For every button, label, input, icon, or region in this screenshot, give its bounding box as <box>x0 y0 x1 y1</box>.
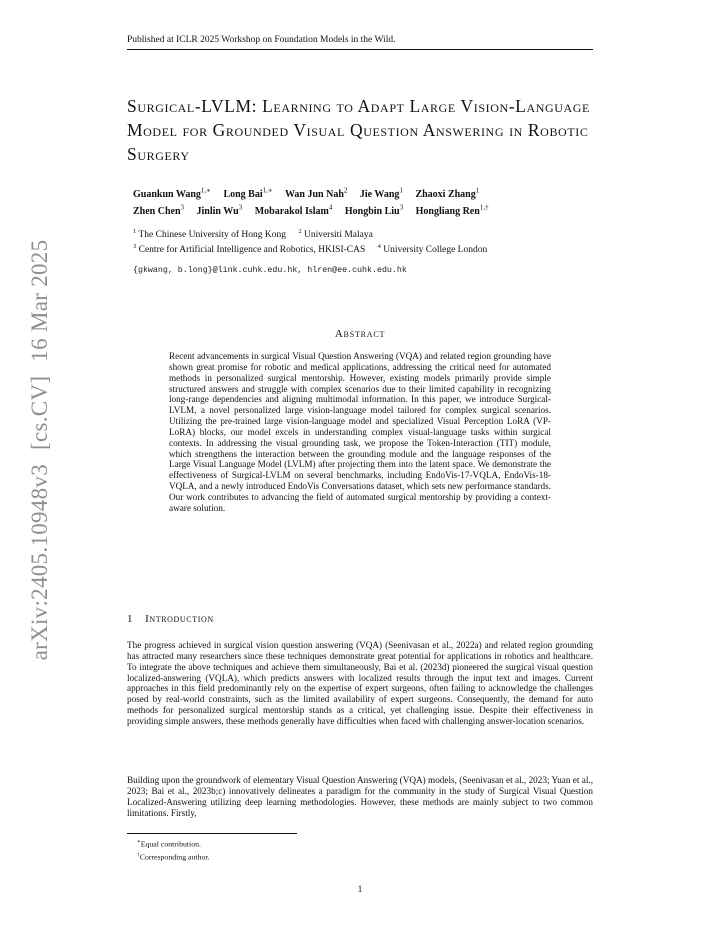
affiliation: University College London <box>383 245 488 256</box>
arxiv-date: 16 Mar 2025 <box>27 239 52 362</box>
author: Guankun Wang$^{1,∗}$ <box>133 187 211 201</box>
page-number: 1 <box>357 885 363 895</box>
running-header: Published at ICLR 2025 Workshop on Foundation Models in the Wild. <box>127 35 593 50</box>
author: Jie Wang$^1$ <box>359 187 403 201</box>
author-row-2 <box>133 202 603 219</box>
body-paragraph-1: The progress achieved in surgical vision question answering (VQA) (Seenivasan et al., 2022a) and related region grounding has attracted many researchers since these techniques demonstrate great potential for applications in robotics and healthcare. To integrate the above techniques and achieve them simultaneously, Bai et al. (2023d) pioneered the surgical visual question localized-answering (VQLA), which predicts answers with localized results through the input text and images. Current approaches in this field predominantly rely on the expertise of expert surgeons, often failing to acknowledge the challenges posed by real-world constraints, such as the limited availability of expert surgeons. Consequently, the demand for auto methods for personalized surgical mentorship stands as a critical, yet challenging issue. Despite their effectiveness in providing simple answers, these methods generally have difficulties when faced with challenging answer-location scenarios. <box>127 640 593 726</box>
author: Jinlin Wu$^3$ <box>196 203 243 218</box>
author: Mobarakol Islam$^4$ <box>254 203 333 218</box>
author: Hongliang Ren$^{1,\dagger}$ <box>415 203 489 218</box>
affiliation: The Chinese University of Hong Kong <box>138 230 286 241</box>
arxiv-category: [cs.CV] <box>27 375 52 450</box>
body-paragraph-2: Building upon the groundwork of elementary Visual Question Answering (VQA) models, (Seenivasan et al., 2023; Yuan et al., 2023; Bai et al., 2023b;c) innovatively delineates a paradigm for the community in the study of Surgical Visual Question Localized-Answering utilizing deep learning methodologies. However, these methods are mainly subject to two common limitations. Firstly, <box>127 775 593 818</box>
author: Long Bai$^{1,∗}$ <box>223 187 273 201</box>
author: Zhaoxi Zhang$^1$ <box>415 187 480 201</box>
arxiv-id: arXiv:2405.10948v3 <box>27 463 52 661</box>
footnotes <box>137 837 557 863</box>
author: Zhen Chen$^3$ <box>133 203 185 218</box>
affiliation-row-2: $^3$ Centre for Artificial Intelligence and Robotics, HKISI-CAS $^4$ University College London <box>133 243 488 256</box>
author-emails: {gkwang, b.long}@link.cuhk.edu.hk, hlren@ee.cuhk.edu.hk <box>133 266 407 275</box>
author: Hongbin Liu$^3$ <box>344 203 404 218</box>
paper-title: Surgical-LVLM: Learning to Adapt Large Vision-Language Model for Grounded Visual Question Answering in Robotic Surgery <box>127 96 590 164</box>
affiliation: Universiti Malaya <box>303 230 373 241</box>
section-heading <box>127 613 593 625</box>
abstract-text: Recent advancements in surgical Visual Question Answering (VQA) and related region grounding have shown great promise for robotic and medical applications, addressing the critical need for automated methods in personalized surgical mentorship. However, existing models primarily provide simple structured answers and struggle with complex scenarios due to their limited capability in recognizing long-range dependencies and aligning multimodal information. In this paper, we introduce Surgical-LVLM, a novel personalized large vision-language model tailored for complex surgical scenarios. Utilizing the pre-trained large vision-language model and specialized Visual Perception LoRA (VP-LoRA) blocks, our model excels in understanding complex visual-language tasks within surgical contexts. In addressing the visual grounding task, we propose the Token-Interaction (TIT) module, which strengthens the interaction between the grounding module and the language responses of the Large Visual Language Model (LVLM) after projecting them into the latent space. We demonstrate the effectiveness of Surgical-LVLM on several benchmarks, including EndoVis-17-VQLA, EndoVis-18-VQLA, and a newly introduced EndoVis Conversations dataset, which sets new performance standards. Our work contributes to advancing the field of automated surgical mentorship by providing a context-aware solution. <box>169 351 551 513</box>
footnote-rule <box>127 833 297 834</box>
section-title: Introduction <box>145 613 214 625</box>
author-list <box>133 185 603 219</box>
arxiv-stamp <box>27 240 53 661</box>
affiliation: Centre for Artificial Intelligence and Robotics, HKISI-CAS <box>138 245 366 256</box>
section-number: 1 <box>127 613 134 625</box>
author: Wan Jun Nah$^2$ <box>284 187 348 201</box>
affiliations <box>133 226 603 256</box>
footnote: ∗Equal contribution. <box>137 839 201 849</box>
author-row-1 <box>133 185 603 202</box>
footnote: †Corresponding author. <box>137 852 210 862</box>
abstract-heading: Abstract <box>334 328 386 340</box>
affiliation-row-1: $^1$ The Chinese University of Hong Kong $^2$ Universiti Malaya <box>133 228 373 241</box>
